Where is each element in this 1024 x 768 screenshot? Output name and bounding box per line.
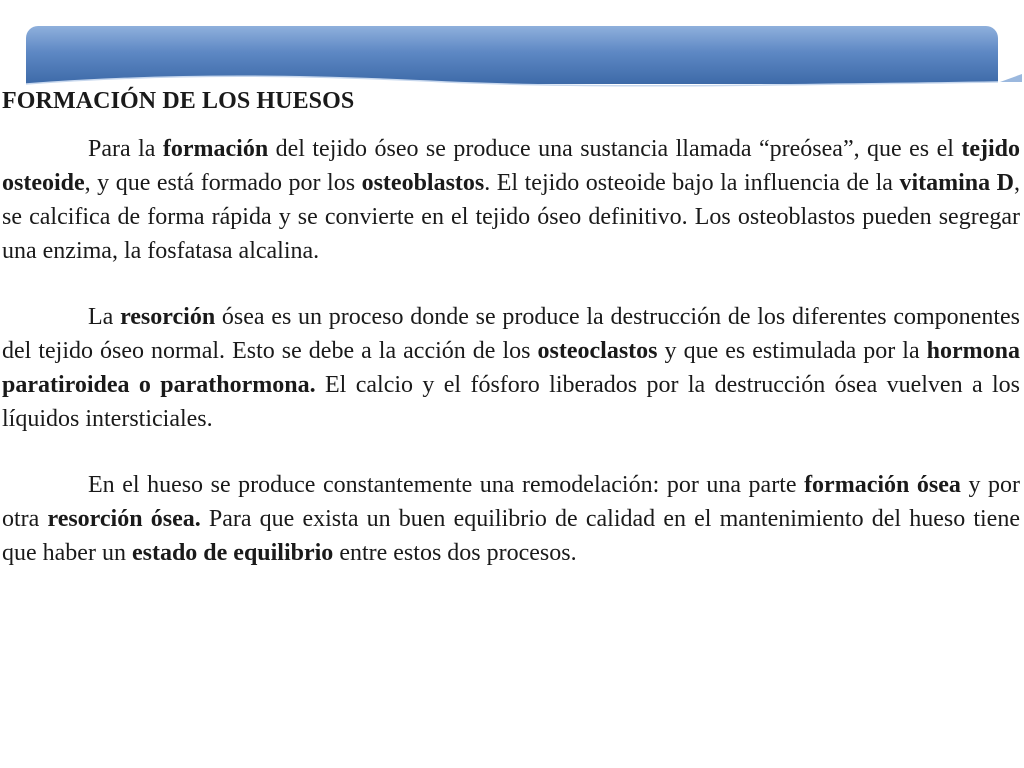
bold-term: estado de equilibrio (131, 540, 334, 566)
paragraph-text: , y que está formado por los (84, 170, 362, 196)
bold-term: osteoclastos (537, 338, 658, 364)
bold-term: formación (162, 136, 269, 162)
bold-term: hormona paratiroidea o parathormona. (2, 338, 1020, 398)
document-title: FORMACIÓN DE LOS HUESOS (2, 88, 355, 114)
paragraph-text: del tejido óseo se produce una sustancia llamada “preósea”, que es el (268, 136, 962, 162)
paragraph-resorcion (2, 300, 1020, 436)
bold-term: resorción (120, 304, 216, 330)
document-body (2, 86, 1020, 570)
bold-term: formación ósea (804, 472, 961, 498)
paragraph-remodelacion (2, 468, 1020, 570)
paragraph-text: , se calcifica de forma rápida y se convierte en el tejido óseo definitivo. Los osteoblastos pueden segregar una enzima, la fosfatasa alcalina. (2, 170, 1021, 264)
bold-term: osteoblastos (361, 170, 485, 196)
page-corner-decoration (1000, 74, 1022, 82)
bold-term: vitamina D (899, 170, 1015, 196)
paragraph-text: Para que exista un buen equilibrio de calidad en el mantenimiento del hueso tiene que haber un (2, 506, 1020, 566)
paragraph-text: En el hueso se produce constantemente una remodelación: por una parte (88, 472, 805, 498)
paragraph-text: y por otra (2, 472, 1020, 532)
paragraph-text: La (88, 304, 121, 330)
bold-term: tejido osteoide (2, 136, 1020, 196)
paragraph-text: El calcio y el fósforo liberados por la destrucción ósea vuelven a los líquidos intersticiales. (2, 372, 1020, 432)
paragraph-text: y que es estimulada por la (657, 338, 927, 364)
paragraph-text: entre estos dos procesos. (333, 540, 577, 566)
bold-term: resorción ósea. (47, 506, 201, 532)
paragraph-formacion (2, 132, 1020, 268)
paragraph-text: ósea es un proceso donde se produce la destrucción de los diferentes componentes del tejido óseo normal. Esto se debe a la acción de los (2, 304, 1020, 364)
paragraph-text: . El tejido osteoide bajo la influencia de la (484, 170, 900, 196)
paragraph-text: Para la (88, 136, 163, 162)
